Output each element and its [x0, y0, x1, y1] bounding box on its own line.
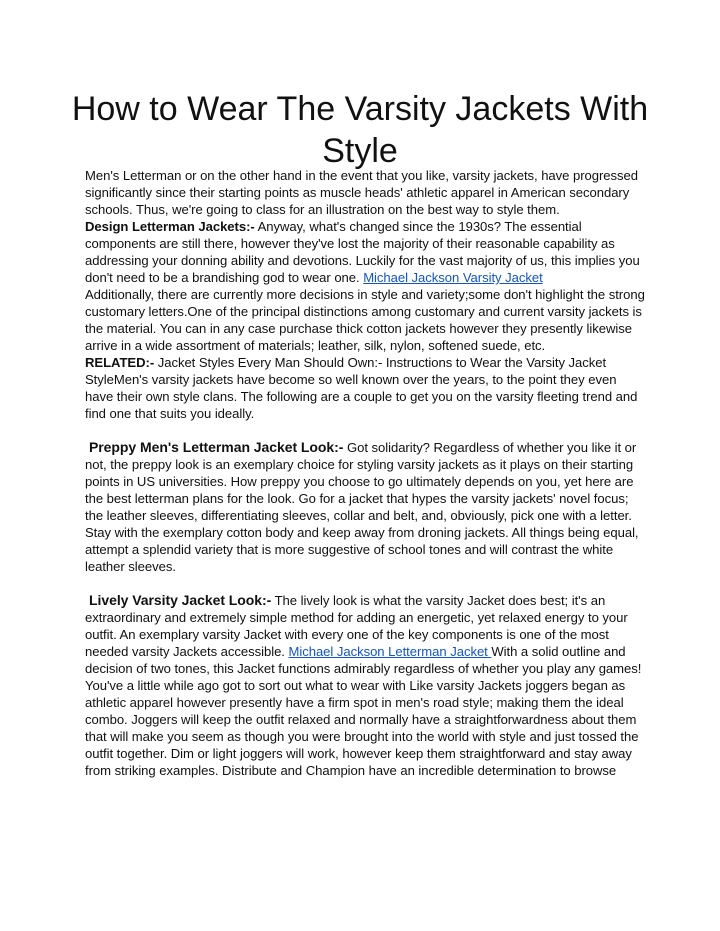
lively-heading: Lively Varsity Jacket Look:- — [89, 592, 272, 608]
preppy-paragraph — [85, 439, 645, 575]
design-text-continued: Additionally, there are currently more decisions in style and variety;some don't highlight the strong customary letters.One of the principal distinctions among customary and current varsity jackets is the material. You can in any case purchase thick cotton jackets however they presently likewise arrive in a wide assortment of materials; leather, silk, nylon, softened suede, etc. — [85, 287, 645, 353]
design-paragraph — [85, 218, 645, 354]
related-paragraph — [85, 354, 645, 422]
spacer — [85, 575, 645, 592]
lively-text: The lively look is what the varsity Jacket does best; it's an extraordinary and extremely simple method for adding an energetic, yet relaxed energy to your outfit. An exemplary varsity Jacket with every one of the key components is one of the most needed varsity Jackets accessible. — [85, 593, 628, 659]
related-heading: RELATED:- — [85, 355, 155, 370]
spacer — [85, 422, 645, 439]
related-text: Jacket Styles Every Man Should Own:- Instructions to Wear the Varsity Jacket StyleMen's varsity jackets have become so well known over the years, to the point they even have their own style clans. The following are a couple to get you on the varsity fleeting trend and find one that suits you ideally. — [85, 355, 638, 421]
preppy-text: Got solidarity? Regardless of whether you like it or not, the preppy look is an exemplary choice for styling varsity jackets as it plays on their starting points in US universities. How preppy you choose to go ultimately depends on you, yet here are the best letterman plans for the look. Go for a jacket that hypes the varsity jackets' novel focus; the leather sleeves, differentiating sleeves, collar and belt, and, obviously, pick one with a letter. Stay with the exemplary cotton body and keep away from droning jackets. All things being equal, attempt a splendid variety that is more suggestive of school tones and will contrast the white leather sleeves. — [85, 440, 639, 574]
design-text: Anyway, what's changed since the 1930s? The essential components are still there, however they've lost the majority of their reasonable capability as addressing your donning ability and devotions. Luckily for the vast majority of us, this implies you don't need to be a brandishing god to wear one. — [85, 219, 640, 285]
preppy-heading: Preppy Men's Letterman Jacket Look:- — [89, 439, 344, 455]
article-body — [85, 167, 645, 779]
design-heading: Design Letterman Jackets:- — [85, 219, 255, 234]
lively-paragraph — [85, 592, 645, 779]
letterman-jacket-link[interactable]: Michael Jackson Letterman Jacket — [288, 644, 492, 659]
page-title: How to Wear The Varsity Jackets With Style — [71, 90, 649, 170]
intro-paragraph: Men's Letterman or on the other hand in the event that you like, varsity jackets, have progressed significantly since their starting points as muscle heads' athletic apparel in American secondary schools. Thus, we're going to class for an illustration on the best way to style them. — [85, 168, 638, 217]
lively-text-continued: With a solid outline and decision of two tones, this Jacket functions admirably regardless of whether you play any games! You've a little while ago got to sort out what to wear with Like varsity Jackets joggers began as athletic apparel however presently have a firm spot in men's road style; making them the ideal combo. Joggers will keep the outfit relaxed and normally have a straightforwardness about them that will make you seem as though you were brought into the world with style and just tossed the outfit together. Dim or light joggers will work, however keep them straightforward and stay away from striking examples. Distribute and Champion have an incredible determination to browse — [85, 644, 642, 778]
varsity-jacket-link[interactable]: Michael Jackson Varsity Jacket — [363, 270, 543, 285]
